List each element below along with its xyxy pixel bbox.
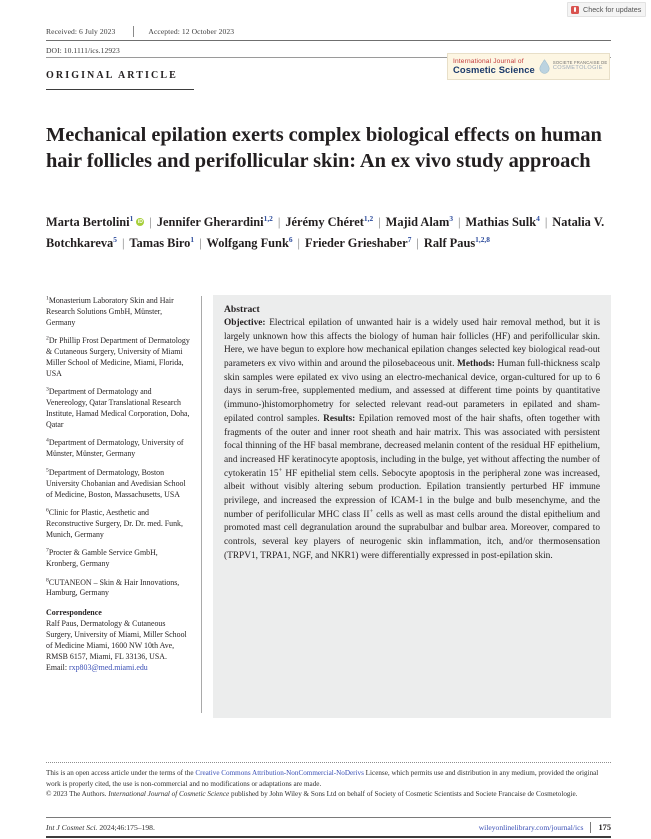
footer-license <box>46 768 613 800</box>
affiliations-column <box>46 296 190 674</box>
license-post: License, which permits use and distribution in any medium, provided the original work is properly cited, the use is non-commercial and no modifications or adaptations are made. <box>46 769 599 788</box>
page-number: 175 <box>598 823 611 832</box>
author-affiliation-sup: 6 <box>288 235 293 245</box>
society-line2: COSMETOLOGIE <box>552 64 603 71</box>
author-affiliation-sup: 1 <box>129 213 134 223</box>
license-pre: This is an open access article under the terms of the <box>46 769 196 777</box>
bottom-bar <box>46 820 611 835</box>
affiliation-number: 5 <box>46 467 49 474</box>
author-name: Wolfgang Funk$^6$ <box>206 235 293 251</box>
author-affiliation-sup: 3 <box>449 213 454 223</box>
bottom-bar-right <box>479 822 611 833</box>
author-separator: | <box>378 215 381 229</box>
citation-journal: Int J Cosmet Sci. <box>46 823 98 832</box>
wiley-url-link[interactable]: wileyonlinelibrary.com/journal/ics <box>478 823 584 832</box>
affiliation-item: $^5$Department of Dermatology, Boston University Chobanian and Avedisian School of Medicine, Boston, Massachusetts, USA <box>46 467 186 499</box>
author-separator: | <box>544 215 548 229</box>
correspondence-heading: Correspondence <box>46 607 102 617</box>
affiliation-list <box>46 296 190 599</box>
bottom-rule <box>46 817 611 818</box>
affiliation-number: 8 <box>46 576 49 583</box>
affiliation-item: $^6$Clinic for Plastic, Aesthetic and Reconstructive Surgery, Dr. Dr. med. Funk, Munich, Germany <box>46 507 183 539</box>
author-separator: | <box>277 215 281 229</box>
author-separator: | <box>121 236 125 251</box>
received-accepted-row <box>46 26 611 37</box>
society-line1: SOCIETE FRANCAISE DE <box>552 60 608 66</box>
abstract-heading: Abstract <box>224 304 260 315</box>
doi-text: DOI: 10.1111/ics.12923 <box>46 46 120 55</box>
author-name: Jérémy Chéret$^{1,2}$ <box>285 213 374 229</box>
affiliation-item: $^8$CUTANEON – Skin & Hair Innovations, Hamburg, Germany <box>46 576 180 598</box>
header-rule <box>46 40 611 41</box>
copyright-journal: International Journal of Cosmetic Science <box>108 790 230 799</box>
affiliation-number: 2 <box>46 335 49 342</box>
author-name: Jennifer Gherardini$^{1,2}$ <box>156 213 273 229</box>
affiliation-number: 4 <box>46 437 49 444</box>
check-for-updates-badge[interactable] <box>567 2 646 17</box>
author-name: Majid Alam$^3$ <box>385 213 454 229</box>
abstract-body: Objective: Electrical epilation of unwanted hair is a widely used hair removal method, but it is largely unknown how this affects the biology of human hair follicles (HF) and perifollicular skin. Here, we have begun to explore how mechanical epilation changes selected key biological read-out parameters ex vivo within and around the pilosebaceous unit. Methods: Human full-thickness scalp skin samples were epilated ex vivo using an electro-mechanical device, organ-cultured for up to 6 days in serum-free, supplemented medium, and assessed at different time points by quantitative (immuno-)histomorphometry for selected relevant read-out parameters in epilated and sham-epilated control samples. Results: Epilation removed most of the hair shafts, often together with fragments of the outer and inner root sheath and hair matrix. This was associated with persistent focal thinning of the HF basal membrane, decreased melanin content of the residual HF epithelium, and increased HF keratinocyte apoptosis, including in the bulge, yet without affecting the number of cytokeratin 15+ HF epithelial stem cells. Sebocyte apoptosis in the peripheral zone was increased, albeit without visibly altering sebum production. Epilation transiently perturbed HF immune privilege, and increased the expression of ICAM-1 in the bulge and bulb mesenchyme, and the number of perifollicular MHC class II+ cells as well as mast cells around the distal epithelium and promoted mast cell degranulation around the suprabulbar and bulbar area. Moreover, compared to controls, several key players of neurogenic skin inflammation, itch, and/or thermosensation (TRPV1, TRPA1, NGF, and NKR1) were differentially expressed in post-epilation skin. <box>224 318 600 561</box>
author-affiliation-sup: 5 <box>113 235 117 245</box>
abstract-results-label: Results: <box>323 413 356 424</box>
license-link[interactable]: Creative Commons Attribution-NonCommercial-NoDerivs <box>195 769 364 777</box>
affiliation-item: $^2$Dr Phillip Frost Department of Dermatology & Cutaneous Surgery, University of Miami Miller School of Medicine, Miami, Florida, USA <box>46 335 190 378</box>
column-divider <box>201 296 202 713</box>
affiliation-item: $^7$Procter & Gamble Service GmbH, Kronberg, Germany <box>46 547 158 569</box>
footer-divider <box>46 762 611 764</box>
affiliation-number: 6 <box>46 507 49 514</box>
abstract-sup-plus: + <box>369 507 374 515</box>
received-date: Received: 6 July 2023 <box>46 27 116 36</box>
journal-logo-line1: International Journal of <box>453 57 524 65</box>
water-drop-icon <box>539 59 550 74</box>
society-logo-text <box>553 61 610 71</box>
email-label: Email: <box>46 663 68 672</box>
author-affiliation-sup: 1,2,8 <box>475 235 490 245</box>
affiliation-item: $^3$Department of Dermatology and Venereology, Qatar Translational Research Institute, Hamad Medical Corporation, Doha, Qatar <box>46 386 190 430</box>
author-separator: | <box>149 215 152 229</box>
journal-logo <box>447 53 610 80</box>
author-affiliation-sup: 4 <box>536 213 540 223</box>
email-link[interactable]: rxp803@med.miami.edu <box>69 663 148 672</box>
journal-logo-text <box>448 57 537 77</box>
header-divider <box>133 26 134 37</box>
page-title: Mechanical epilation exerts complex biological effects on human hair follicles and perifollicular skin: An ex vivo study approach <box>46 123 602 173</box>
accepted-date: Accepted: 12 October 2023 <box>148 27 235 36</box>
author-affiliation-sup: 1 <box>190 235 195 245</box>
author-separator: | <box>458 215 461 229</box>
author-name: Ralf Paus$^{1,2,8}$ <box>423 235 490 251</box>
copyright-post: published by John Wiley & Sons Ltd on behalf of Society of Cosmetic Scientists and Societe Francaise de Cosmetologie. <box>229 790 578 799</box>
author-separator: | <box>199 236 202 251</box>
author-affiliation-sup: 7 <box>407 235 412 245</box>
abstract-objective-label: Objective: <box>224 318 266 328</box>
copyright-pre: © 2023 The Authors. <box>46 790 109 799</box>
author-affiliation-sup: 1,2 <box>263 213 273 223</box>
author-name: Frieder Grieshaber$^7$ <box>305 235 412 251</box>
correspondence-address: Ralf Paus, Dermatology & Cutaneous Surgery, University of Miami, Miller School of Medicine Miami, 1600 NW 10th Ave, RMSB 6157, Miami, FL 33136, USA. <box>46 618 187 661</box>
author-separator: | <box>297 236 301 251</box>
bottom-rule-thick <box>46 836 611 838</box>
author-affiliation-sup: 1,2 <box>363 213 374 223</box>
affiliation-number: 3 <box>46 386 49 393</box>
correspondence-email-line <box>46 663 190 674</box>
bottom-bar-divider <box>590 822 591 833</box>
author-name: Natalia V. Botchkareva$^5$ <box>46 215 605 251</box>
article-type-rule <box>46 89 194 90</box>
citation-volume: 2024;46:175–198. <box>97 823 155 832</box>
affiliation-number: 1 <box>46 295 49 302</box>
author-list <box>46 212 606 255</box>
affiliation-item: $^1$Monasterium Laboratory Skin and Hair Research Solutions GmbH, Münster, Germany <box>46 295 174 327</box>
affiliation-item: $^4$Department of Dermatology, University of Münster, Münster, Germany <box>46 437 184 459</box>
abstract-sup-plus: + <box>278 466 283 474</box>
author-separator: | <box>416 236 419 251</box>
author-name: Marta Bertolini$^1$ <box>46 213 134 229</box>
pdf-update-icon <box>571 6 579 14</box>
article-type-label: ORIGINAL ARTICLE <box>46 70 178 81</box>
citation-line <box>46 823 155 832</box>
abstract-methods-label: Methods: <box>457 359 495 370</box>
abstract-box <box>213 295 611 718</box>
journal-logo-line2: Cosmetic Science <box>453 63 535 75</box>
orcid-icon[interactable] <box>136 218 144 226</box>
author-name: Mathias Sulk$^4$ <box>465 213 540 229</box>
author-name: Tamas Biro$^1$ <box>129 235 195 251</box>
affiliation-number: 7 <box>46 547 49 554</box>
check-for-updates-label: Check for updates <box>583 5 642 14</box>
